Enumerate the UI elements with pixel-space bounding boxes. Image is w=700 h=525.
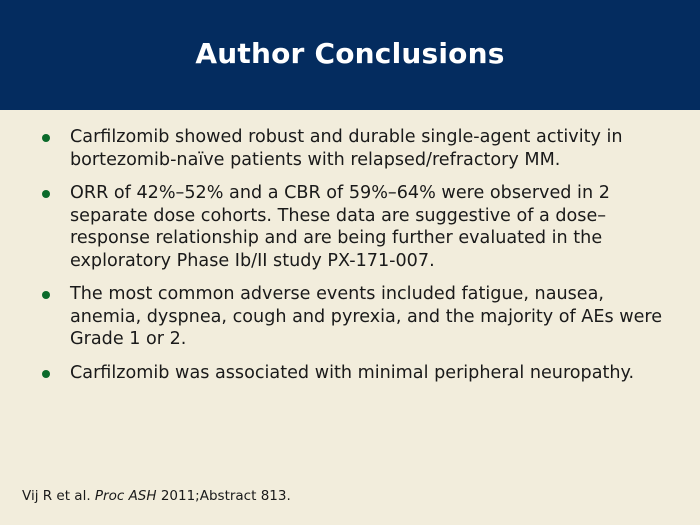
citation-authors: Vij R et al. (22, 488, 95, 504)
bullet-item (40, 362, 680, 385)
bullet-icon (42, 134, 50, 142)
title-bar (0, 0, 700, 110)
bullet-text: The most common adverse events included fatigue, nausea, anemia, dyspnea, cough and pyrexia, and the majority of AEs were Grade 1 or 2. (70, 284, 663, 349)
bullet-text: Carfilzomib was associated with minimal peripheral neuropathy. (70, 362, 635, 383)
citation-journal: Proc ASH (94, 488, 157, 504)
citation (22, 488, 291, 504)
bullet-item (40, 126, 680, 171)
bullet-list (40, 126, 680, 395)
bullet-icon (42, 291, 50, 299)
bullet-text: Carfilzomib showed robust and durable single-agent activity in bortezomib-naïve patients with relapsed/refractory MM. (70, 127, 623, 170)
bullet-text: ORR of 42%–52% and a CBR of 59%–64% were observed in 2 separate dose cohorts. These data are suggestive of a dose–response relationship and are being further evaluated in the exploratory Phase Ib/II study PX-171-007. (70, 183, 610, 271)
bullet-item (40, 283, 680, 351)
bullet-item (40, 182, 680, 272)
slide-title: Author Conclusions (195, 36, 505, 70)
citation-details: 2011;Abstract 813. (156, 488, 291, 504)
bullet-icon (42, 190, 50, 198)
bullet-icon (42, 370, 50, 378)
